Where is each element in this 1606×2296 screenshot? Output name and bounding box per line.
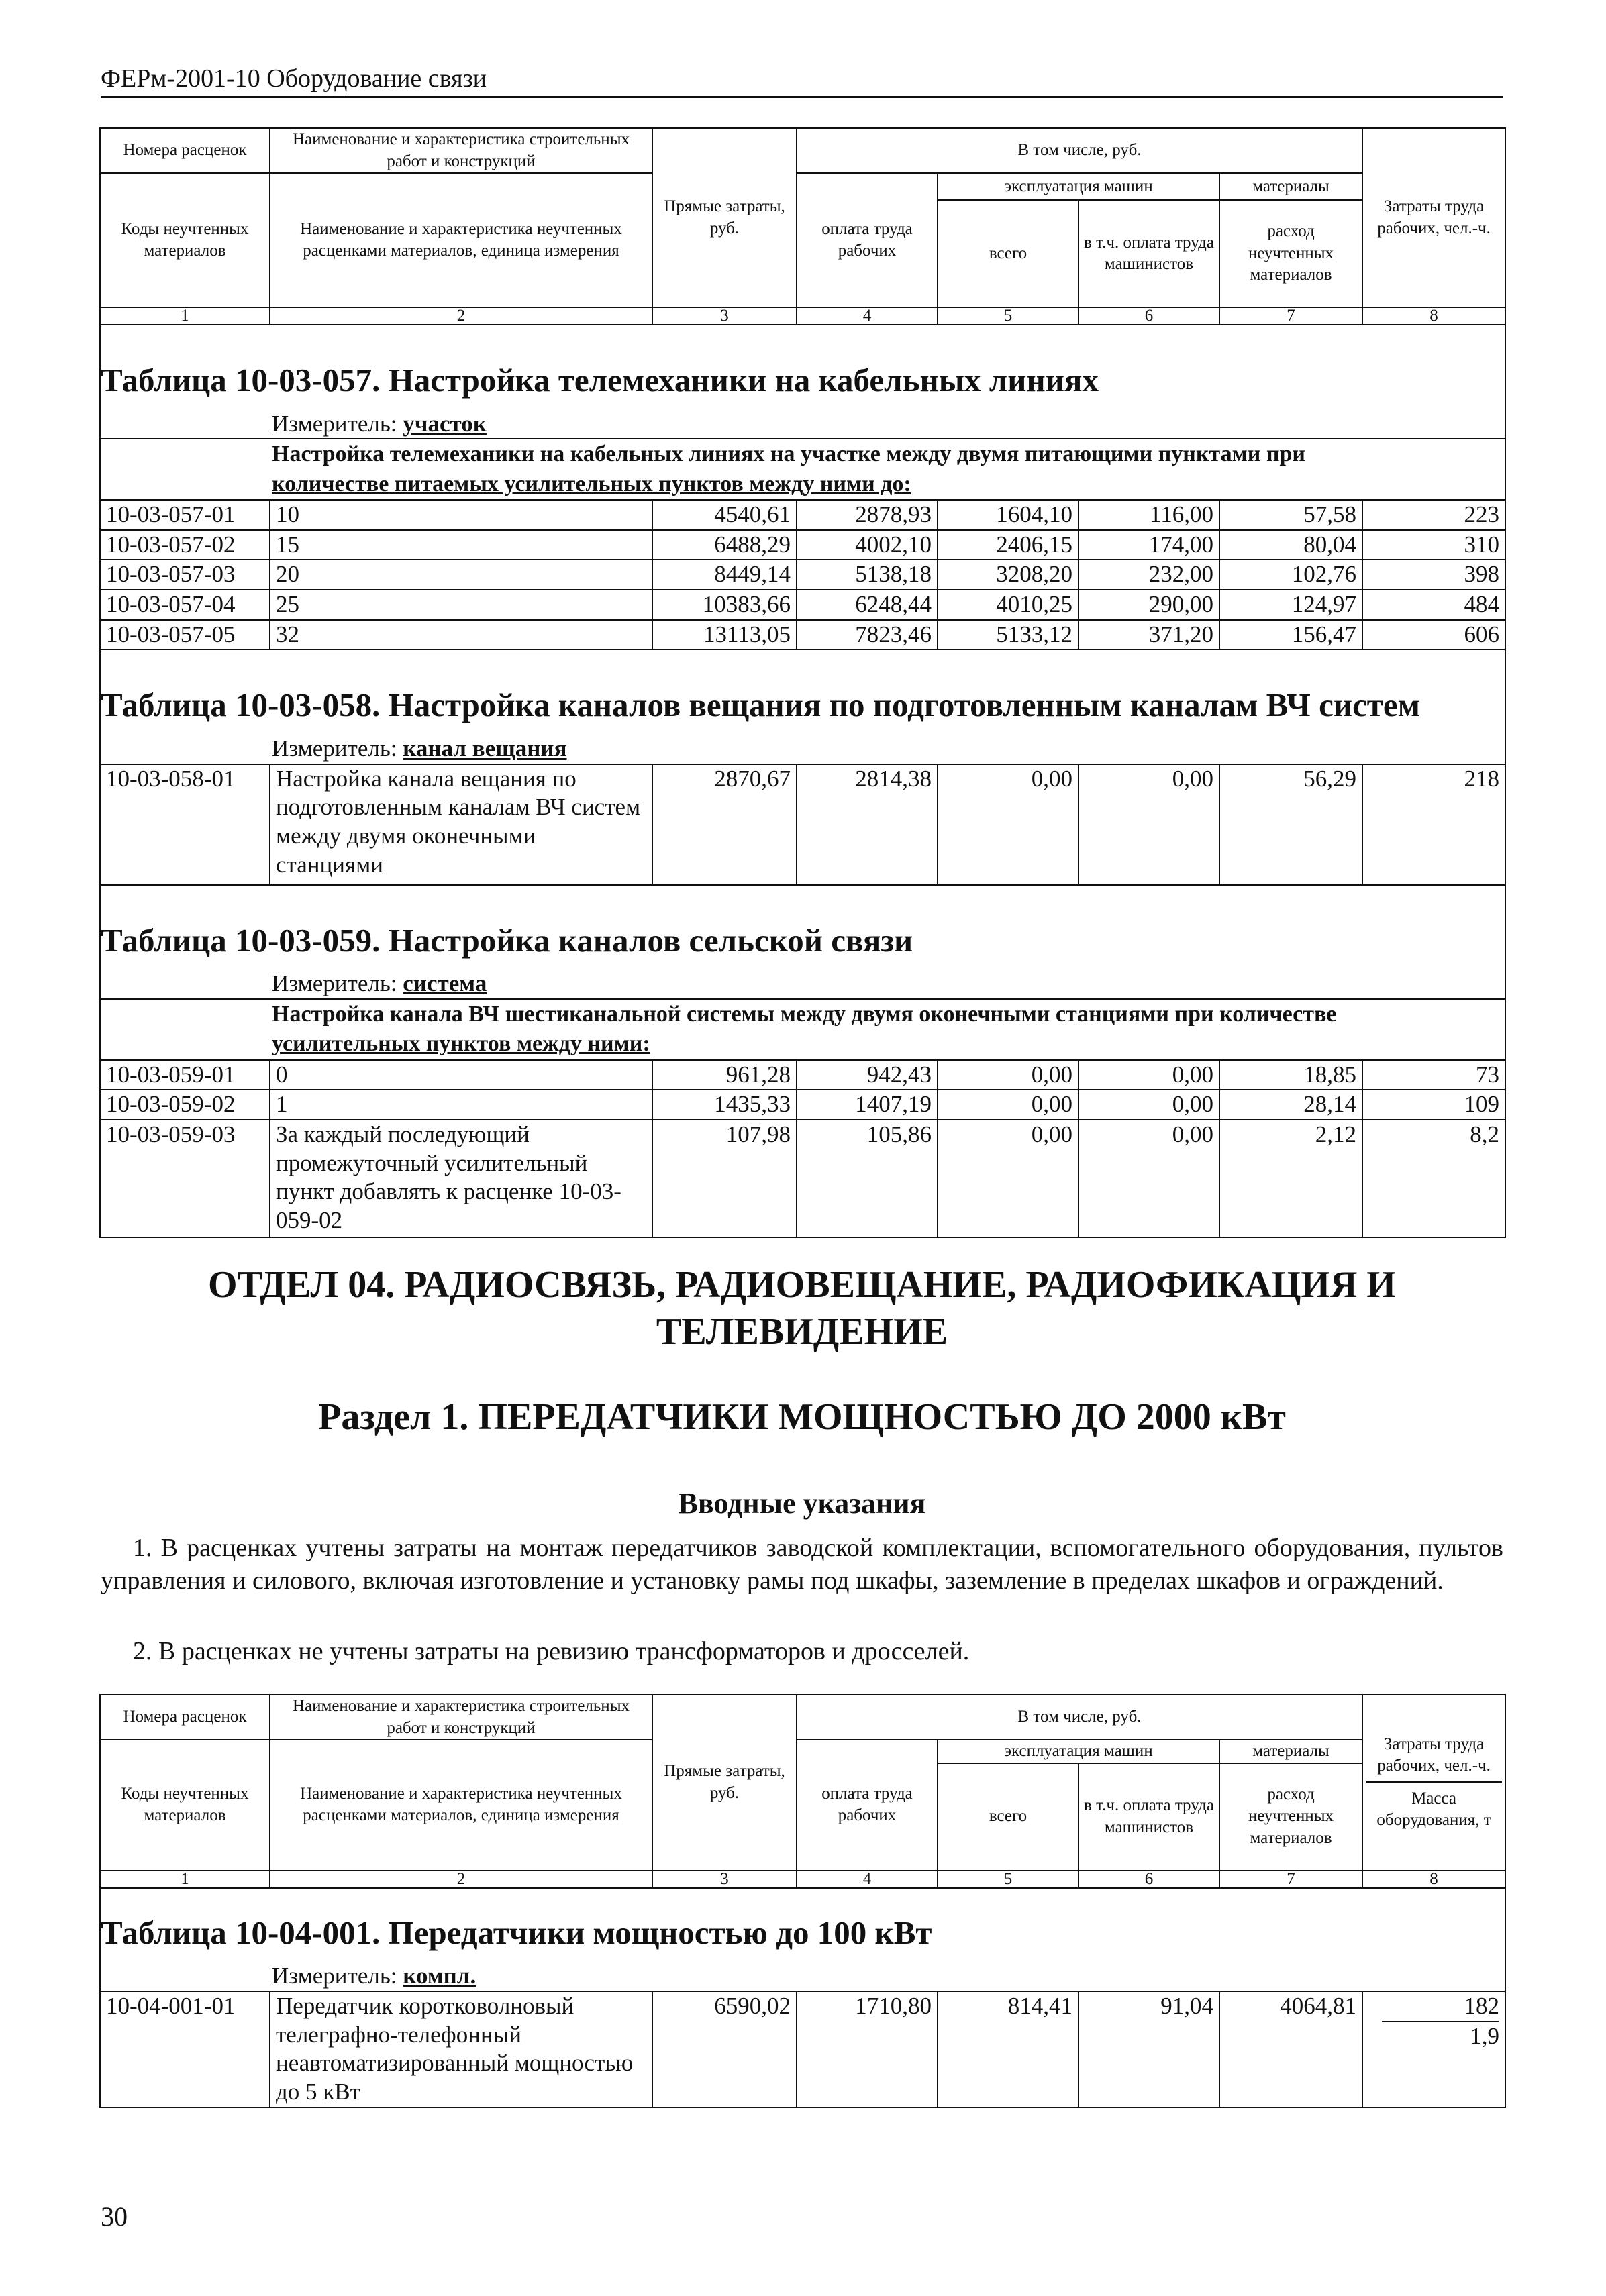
table-row: 10-03-057-03 20 8449,14 5138,18 3208,20 232,00 102,76 398 xyxy=(100,560,1505,590)
table-057-meter: Измеритель: участок xyxy=(272,410,487,437)
header2-col3: Прямые затраты, руб. xyxy=(652,1695,797,1871)
header2-col1-bottom: Коды неучтенных материалов xyxy=(100,1740,270,1871)
col-num-7: 7 xyxy=(1219,307,1362,325)
header-col1-bottom: Коды неучтенных материалов xyxy=(100,173,270,307)
table-row: 10-03-057-01 10 4540,61 2878,93 1604,10 116,00 57,58 223 xyxy=(100,500,1505,530)
header-col7: расход неучтенных материалов xyxy=(1219,200,1362,307)
col-num-8: 8 xyxy=(1362,307,1505,325)
table-059-meter: Измеритель: система xyxy=(272,970,487,997)
table-401-title: Таблица 10-04-001. Передатчики мощностью до 100 кВт xyxy=(101,1914,932,1951)
col-num-5: 5 xyxy=(938,307,1078,325)
header-col8: Затраты труда рабочих, чел.-ч. xyxy=(1362,128,1505,307)
header2-machines: эксплуатация машин xyxy=(938,1740,1219,1763)
table-row: 10-03-059-03 За каждый последующий промежуточный усилительный пункт добавлять к расценке 10-03-059-02 107,98 105,86 0,00 0,00 2,12 8,2 xyxy=(100,1120,1505,1237)
table-057-description: Настройка телемеханики на кабельных линиях на участке между двумя питающими пунктами при количестве питаемых усилительных пунктов между ними до: xyxy=(272,441,1305,497)
header2-col4: оплата труда рабочих xyxy=(797,1740,938,1871)
header2-materials: материалы xyxy=(1219,1740,1362,1763)
rates-table-bottom xyxy=(99,1694,1506,2108)
header-col1-top: Номера расценок xyxy=(100,128,270,173)
header-col5: всего xyxy=(938,200,1078,307)
col-num-7: 7 xyxy=(1219,1871,1362,1888)
header2-col8: Затраты труда рабочих, чел.-ч. Масса оборудования, т xyxy=(1362,1695,1505,1871)
header-machines: эксплуатация машин xyxy=(938,173,1219,200)
intro-title: Вводные указания xyxy=(678,1487,926,1520)
col-num-4: 4 xyxy=(797,1871,938,1888)
rates-table-top xyxy=(99,127,1506,1238)
header2-incl: В том числе, руб. xyxy=(797,1695,1362,1740)
table-row: 10-03-058-01 Настройка канала вещания по подготовленным каналам ВЧ систем между двумя оконечными станциями 2870,67 2814,38 0,00 0,00 56,29 218 xyxy=(100,764,1505,885)
header2-col2-bottom: Наименование и характеристика неучтенных расценками материалов, единица измерения xyxy=(270,1740,652,1871)
header2-col5: всего xyxy=(938,1763,1078,1871)
col-num-4: 4 xyxy=(797,307,938,325)
header-col4: оплата труда рабочих xyxy=(797,173,938,307)
table-057-title: Таблица 10-03-057. Настройка телемеханики на кабельных линиях xyxy=(101,362,1099,399)
header-col3: Прямые затраты, руб. xyxy=(652,128,797,307)
header-incl: В том числе, руб. xyxy=(797,128,1362,173)
page-number: 30 xyxy=(101,2201,128,2232)
col-num-1: 1 xyxy=(100,307,270,325)
department-title: ОТДЕЛ 04. РАДИОСВЯЗЬ, РАДИОВЕЩАНИЕ, РАДИОФИКАЦИЯ И ТЕЛЕВИДЕНИЕ xyxy=(208,1264,1396,1353)
header-materials: материалы xyxy=(1219,173,1362,200)
header2-col6: в т.ч. оплата труда машинистов xyxy=(1078,1763,1219,1871)
table-row: 10-03-059-02 1 1435,33 1407,19 0,00 0,00 28,14 109 xyxy=(100,1090,1505,1120)
table-row: 10-03-057-04 25 10383,66 6248,44 4010,25 290,00 124,97 484 xyxy=(100,590,1505,620)
col-num-3: 3 xyxy=(652,307,797,325)
section-title: Раздел 1. ПЕРЕДАТЧИКИ МОЩНОСТЬЮ ДО 2000 кВт xyxy=(318,1396,1286,1438)
col-num-2: 2 xyxy=(270,307,652,325)
table-401-meter: Измеритель: компл. xyxy=(272,1963,476,1989)
intro-paragraph-1: 1. В расценках учтены затраты на монтаж передатчиков заводской комплектации, вспомогательного оборудования, пультов управления и силового, включая изготовление и установку рамы под шкафы, заземление в пределах шкафов и ограждений. xyxy=(101,1534,1503,1595)
table-058-meter: Измеритель: канал вещания xyxy=(272,735,567,762)
table-059-title: Таблица 10-03-059. Настройка каналов сельской связи xyxy=(101,921,913,959)
table-row: 10-03-059-01 0 961,28 942,43 0,00 0,00 18,85 73 xyxy=(100,1060,1505,1090)
header-col2-bottom: Наименование и характеристика неучтенных расценками материалов, единица измерения xyxy=(270,173,652,307)
col-num-8: 8 xyxy=(1362,1871,1505,1888)
col-num-5: 5 xyxy=(938,1871,1078,1888)
table-059-description: Настройка канала ВЧ шестиканальной системы между двумя оконечными станциями при количестве усилительных пунктов между ними: xyxy=(272,1002,1337,1057)
page-header: ФЕРм-2001-10 Оборудование связи xyxy=(101,64,1503,98)
header-col2-top: Наименование и характеристика строительных работ и конструкций xyxy=(270,128,652,173)
header2-col1-top: Номера расценок xyxy=(100,1695,270,1740)
table-row: 10-03-057-02 15 6488,29 4002,10 2406,15 174,00 80,04 310 xyxy=(100,530,1505,560)
table-row: 10-03-057-05 32 13113,05 7823,46 5133,12 371,20 156,47 606 xyxy=(100,620,1505,650)
col-num-1: 1 xyxy=(100,1871,270,1888)
intro-paragraph-2: 2. В расценках не учтены затраты на ревизию трансформаторов и дросселей. xyxy=(133,1637,970,1665)
col-num-2: 2 xyxy=(270,1871,652,1888)
col-num-6: 6 xyxy=(1078,1871,1219,1888)
col-num-3: 3 xyxy=(652,1871,797,1888)
table-058-title: Таблица 10-03-058. Настройка каналов вещания по подготовленным каналам ВЧ систем xyxy=(101,686,1421,724)
header2-col2-top: Наименование и характеристика строительных работ и конструкций xyxy=(270,1695,652,1740)
header-col6: в т.ч. оплата труда машинистов xyxy=(1078,200,1219,307)
table-row: 10-04-001-01 Передатчик коротковолновый телеграфно-телефонный неавтоматизированный мощностью до 5 кВт 6590,02 1710,80 814,41 91,04 4064,81 182 1,9 xyxy=(100,1991,1505,2107)
labor-mass-cell: 182 1,9 xyxy=(1362,1991,1505,2107)
col-num-6: 6 xyxy=(1078,307,1219,325)
header2-col7: расход неучтенных материалов xyxy=(1219,1763,1362,1871)
